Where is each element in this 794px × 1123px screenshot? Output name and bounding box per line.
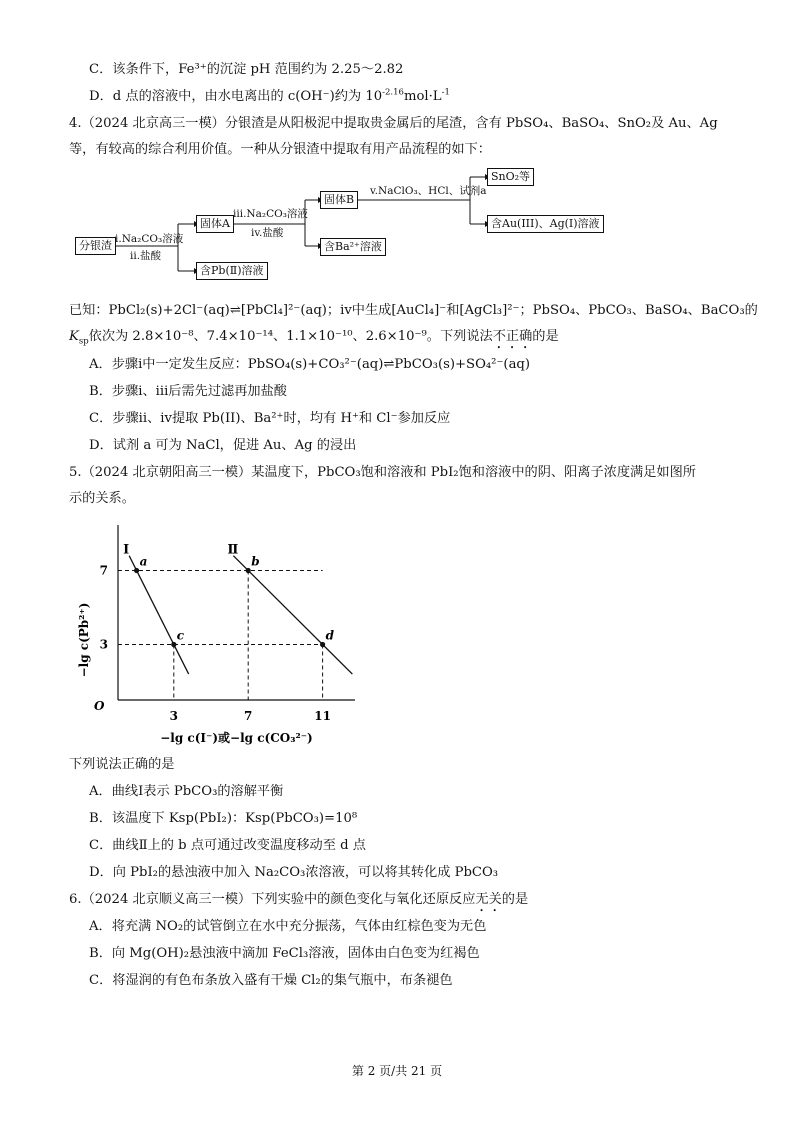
point-a bbox=[134, 568, 139, 573]
point-b bbox=[246, 568, 251, 573]
q6-option-a: A．将充满 NO₂的试管倒立在水中充分振荡，气体由红棕色变为无色 bbox=[89, 919, 487, 934]
q4-stem-line1: 4.（2024 北京高三一模）分银渣是从阳极泥中提取贵金属后的尾渣，含有 PbSO₄、BaSO₄、SnO₂及 Au、Ag bbox=[69, 116, 718, 131]
point-label-a: a bbox=[139, 554, 148, 569]
point-label-d: d bbox=[325, 628, 334, 643]
q5-option-c: C．曲线Ⅱ上的 b 点可通过改变温度移动至 d 点 bbox=[89, 838, 366, 853]
flow-label-step2b: iv.盐酸 bbox=[251, 227, 284, 239]
q5-option-a: A．曲线Ⅰ表示 PbCO₃的溶解平衡 bbox=[89, 784, 284, 799]
q5-ask: 下列说法正确的是 bbox=[69, 757, 175, 772]
point-label-c: c bbox=[176, 628, 185, 643]
y-tick-label-0: 3 bbox=[99, 637, 108, 652]
q4-option-d: D．试剂 a 可为 NaCl，促进 Au、Ag 的浸出 bbox=[89, 438, 357, 453]
series-label-1: Ⅱ bbox=[227, 542, 239, 558]
flow-label-step1a: i.Na₂CO₃溶液 bbox=[115, 233, 184, 245]
y-axis-label: −lg c(Pb²⁺) bbox=[77, 602, 91, 678]
point-d bbox=[320, 642, 325, 647]
series-line-1 bbox=[233, 556, 352, 674]
q4-known-line2: $K_{sp}$依次为 2.8×10⁻⁸、7.4×10⁻¹⁴、1.1×10⁻¹⁰、2.6×10⁻⁹。下列说法不正确的是 bbox=[69, 329, 559, 347]
x-tick-label-1: 7 bbox=[244, 709, 253, 723]
page-footer: 第 2 页/共 21 页 bbox=[351, 1064, 443, 1078]
flow-label-step3: v.NaClO₃、HCl、试剂a bbox=[370, 185, 487, 197]
x-tick-label-2: 11 bbox=[314, 709, 331, 723]
point-label-b: b bbox=[251, 554, 260, 569]
x-tick-label-0: 3 bbox=[169, 709, 178, 723]
flow-diagram-lines bbox=[0, 0, 794, 290]
q4-option-a: A．步骤i中一定发生反应：PbSO₄(s)+CO₃²⁻(aq)⇌PbCO₃(s)+SO₄²⁻(aq) bbox=[89, 357, 531, 372]
flow-box-ba-solution: 含Ba²⁺溶液 bbox=[320, 238, 386, 256]
flow-box-solid-a: 固体A bbox=[196, 215, 234, 233]
q4-option-c: C．步骤ii、iv提取 Pb(II)、Ba²⁺时，均有 H⁺和 Cl⁻参加反应 bbox=[89, 411, 451, 426]
flow-box-sno2: SnO₂等 bbox=[487, 168, 534, 186]
flow-box-solid-b: 固体B bbox=[320, 191, 358, 209]
point-c bbox=[171, 642, 176, 647]
q3-option-d: D．d 点的溶液中，由水电离出的 c(OH⁻)约为 $10^{-2.16}mol\cdot L^{-1}$ bbox=[89, 87, 450, 104]
q3-option-c: C．该条件下，Fe³⁺的沉淀 pH 范围约为 2.25～2.82 bbox=[89, 62, 404, 77]
y-tick-label-1: 7 bbox=[99, 563, 108, 578]
flow-box-pb-solution: 含Pb(Ⅱ)溶液 bbox=[196, 262, 268, 280]
flow-label-step2a: iii.Na₂CO₃溶液 bbox=[233, 208, 308, 220]
q5-option-b: B．该温度下 Ksp(PbI₂)：Ksp(PbCO₃)=10⁸ bbox=[89, 811, 358, 826]
x-axis-label: −lg c(I⁻)或−lg c(CO₃²⁻) bbox=[160, 731, 313, 745]
q4-stem-line2: 等，有较高的综合利用价值。一种从分银渣中提取有用产品流程的如下： bbox=[69, 142, 491, 157]
q6-option-b: B．向 Mg(OH)₂悬浊液中滴加 FeCl₃溶液，固体由白色变为红褐色 bbox=[89, 946, 480, 961]
q4-option-b: B．步骤i、iii后需先过滤再加盐酸 bbox=[89, 384, 287, 399]
flow-box-start: 分银渣 bbox=[75, 237, 116, 255]
q5-stem-line2: 示的关系。 bbox=[69, 491, 135, 506]
flow-label-step1b: ii.盐酸 bbox=[130, 250, 162, 262]
origin-label: O bbox=[94, 699, 105, 713]
q4-known-line1: 已知：PbCl₂(s)+2Cl⁻(aq)⇌[PbCl₄]²⁻(aq)；iv中生成[AuCl₄]⁻和[AgCl₃]²⁻；PbSO₄、PbCO₃、BaSO₄、BaCO₃的 bbox=[69, 303, 758, 318]
series-label-0: Ⅰ bbox=[123, 542, 130, 558]
q6-stem: 6.（2024 北京顺义高三一模）下列实验中的颜色变化与氧化还原反应无关的是 bbox=[69, 892, 529, 907]
q5-stem-line1: 5.（2024 北京朝阳高三一模）某温度下，PbCO₃饱和溶液和 PbI₂饱和溶液中的阴、阳离子浓度满足如图所 bbox=[69, 465, 696, 480]
q6-option-c: C．将湿润的有色布条放入盛有干燥 Cl₂的集气瓶中，布条褪色 bbox=[89, 973, 453, 988]
series-line-0 bbox=[129, 556, 189, 674]
q5-option-d: D．向 PbI₂的悬浊液中加入 Na₂CO₃浓溶液，可以将其转化成 PbCO₃ bbox=[89, 865, 499, 880]
solubility-chart bbox=[70, 515, 370, 755]
flow-box-au-ag-solution: 含Au(III)、Ag(I)溶液 bbox=[487, 215, 604, 233]
